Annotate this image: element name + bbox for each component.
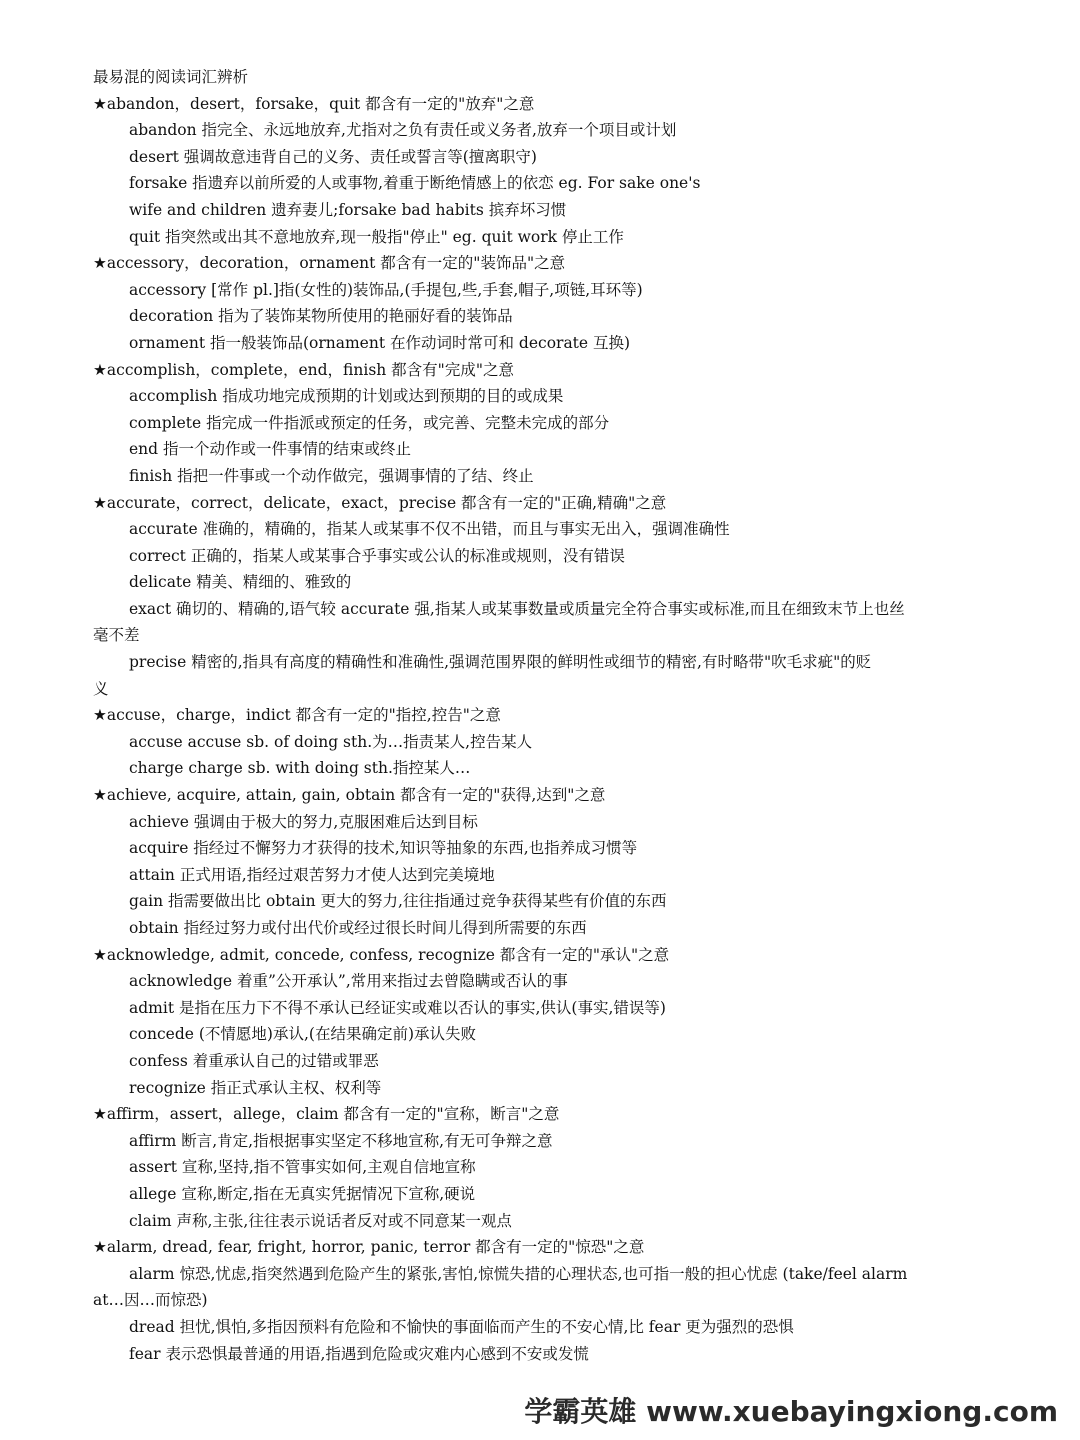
definition-line: charge charge sb. with doing sth.指控某人… [129,759,471,778]
definition-line: finish 指把一件事或一个动作做完，强调事情的了结、终止 [129,466,534,485]
definition-paragraph [93,596,998,649]
group-heading: ★abandon，desert，forsake，quit 都含有一定的"放弃"之意 [93,94,535,113]
definition-line: wife and children 遗弃妻儿;forsake bad habits 摈弃坏习惯 [129,200,567,219]
definition-line: decoration 指为了装饰某物所使用的艳丽好看的装饰品 [129,307,513,326]
definition-line: obtain 指经过努力或付出代价或经过很长时间儿得到所需要的东西 [129,919,587,937]
group-heading: ★accomplish，complete，end，finish 都含有"完成"之意 [93,360,514,379]
definition-line: recognize 指正式承认主权、权利等 [129,1078,382,1097]
definition-line: end 指一个动作或一件事情的结束或终止 [129,440,412,459]
definition-line: accuse accuse sb. of doing sth.为…指责某人,控告某人 [129,732,533,751]
definition-line: dread 担忧,惧怕,多指因预料有危险和不愉快的事面临而产生的不安心情,比 fear 更为强烈的恐惧 [129,1317,794,1336]
group-heading: ★acknowledge, admit, concede, confess, recognize 都含有一定的"承认"之意 [93,945,670,964]
definition-line: acknowledge 着重”公开承认”,常用来指过去曾隐瞒或否认的事 [129,972,568,991]
definition-line: exact 确切的、精确的,语气较 accurate 强,指某人或某事数量或质量完全符合事实或标准,而且在细致末节上也丝 [129,599,905,618]
definition-line: gain 指需要做出比 obtain 更大的努力,往往指通过竞争获得某些有价值的东西 [129,892,667,911]
definition-paragraph [93,649,998,702]
definition-line: ornament 指一般装饰品(ornament 在作动词时常可和 decorate 互换) [129,333,631,352]
definition-line: acquire 指经过不懈努力才获得的技术,知识等抽象的东西,也指养成习惯等 [129,839,638,858]
definition-line: assert 宣称,坚持,指不管事实如何,主观自信地宣称 [129,1158,476,1177]
definition-line: allege 宣称,断定,指在无真实凭据情况下宣称,硬说 [129,1184,476,1203]
definition-line: confess 着重承认自己的过错或罪恶 [129,1051,379,1070]
definition-line: abandon 指完全、永远地放弃,尤指对之负有责任或义务者,放弃一个项目或计划 [129,121,677,140]
definition-line: fear 表示恐惧最普通的用语,指遇到危险或灾难内心感到不安或发慌 [129,1344,589,1363]
definition-line-continued: 义 [93,679,109,698]
page-title: 最易混的阅读词汇辨析 [93,68,249,86]
definition-line: forsake 指遗弃以前所爱的人或事物,着重于断绝情感上的依恋 eg. For sake one's [129,174,701,193]
group-heading: ★achieve, acquire, attain, gain, obtain 都含有一定的"获得,达到"之意 [93,786,606,805]
group-heading: ★accuse，charge，indict 都含有一定的"指控,控告"之意 [93,706,501,725]
definition-line: quit 指突然或出其不意地放弃,现一般指"停止" eg. quit work 停止工作 [129,227,624,246]
definition-line-continued: at…因…而惊恐) [93,1291,208,1310]
group-heading: ★accessory，decoration，ornament 都含有一定的"装饰品"之意 [93,254,566,273]
group-heading: ★alarm, dread, fear, fright, horror, panic, terror 都含有一定的"惊恐"之意 [93,1238,645,1257]
definition-line: admit 是指在压力下不得不承认已经证实或难以否认的事实,供认(事实,错误等) [129,998,666,1017]
definition-line: achieve 强调由于极大的努力,克服困难后达到目标 [129,812,478,831]
definition-line: attain 正式用语,指经过艰苦努力才使人达到完美境地 [129,865,495,884]
definition-line: affirm 断言,肯定,指根据事实坚定不移地宣称,有无可争辩之意 [129,1131,553,1150]
definition-line: desert 强调故意违背自己的义务、责任或誓言等(擅离职守) [129,147,537,166]
document-body [93,64,998,1367]
definition-paragraph [93,1261,998,1314]
definition-line: precise 精密的,指具有高度的精确性和准确性,强调范围界限的鲜明性或细节的精密,有时略带"吹毛求疵"的贬 [129,653,872,672]
definition-line: complete 指完成一件指派或预定的任务，或完善、完整未完成的部分 [129,413,610,432]
definition-line: alarm 惊恐,忧虑,指突然遇到危险产生的紧张,害怕,惊慌失措的心理状态,也可指一般的担心忧虑 (take/feel alarm [129,1264,908,1283]
definition-line: delicate 精美、精细的、雅致的 [129,573,352,592]
definition-line: accessory [常作 pl.]指(女性的)装饰品,(手提包,些,手套,帽子,项链,耳环等) [129,280,643,299]
definition-line: accurate 准确的，精确的，指某人或某事不仅不出错，而且与事实无出入，强调准确性 [129,520,730,539]
vocabulary-list [93,91,998,1368]
definition-line: correct 正确的，指某人或某事合乎事实或公认的标准或规则，没有错误 [129,546,625,565]
group-heading: ★accurate，correct，delicate，exact，precise 都含有一定的"正确,精确"之意 [93,493,667,512]
definition-line: concede (不情愿地)承认,(在结果确定前)承认失败 [129,1025,476,1044]
group-heading: ★affirm，assert，allege，claim 都含有一定的"宣称，断言"之意 [93,1105,560,1124]
definition-line: accomplish 指成功地完成预期的计划或达到预期的目的或成果 [129,387,564,406]
definition-line-continued: 毫不差 [93,626,140,645]
watermark-footer: 学霸英雄 www.xuebayingxiong.com [524,1395,1058,1428]
definition-line: claim 声称,主张,往往表示说话者反对或不同意某一观点 [129,1211,512,1230]
